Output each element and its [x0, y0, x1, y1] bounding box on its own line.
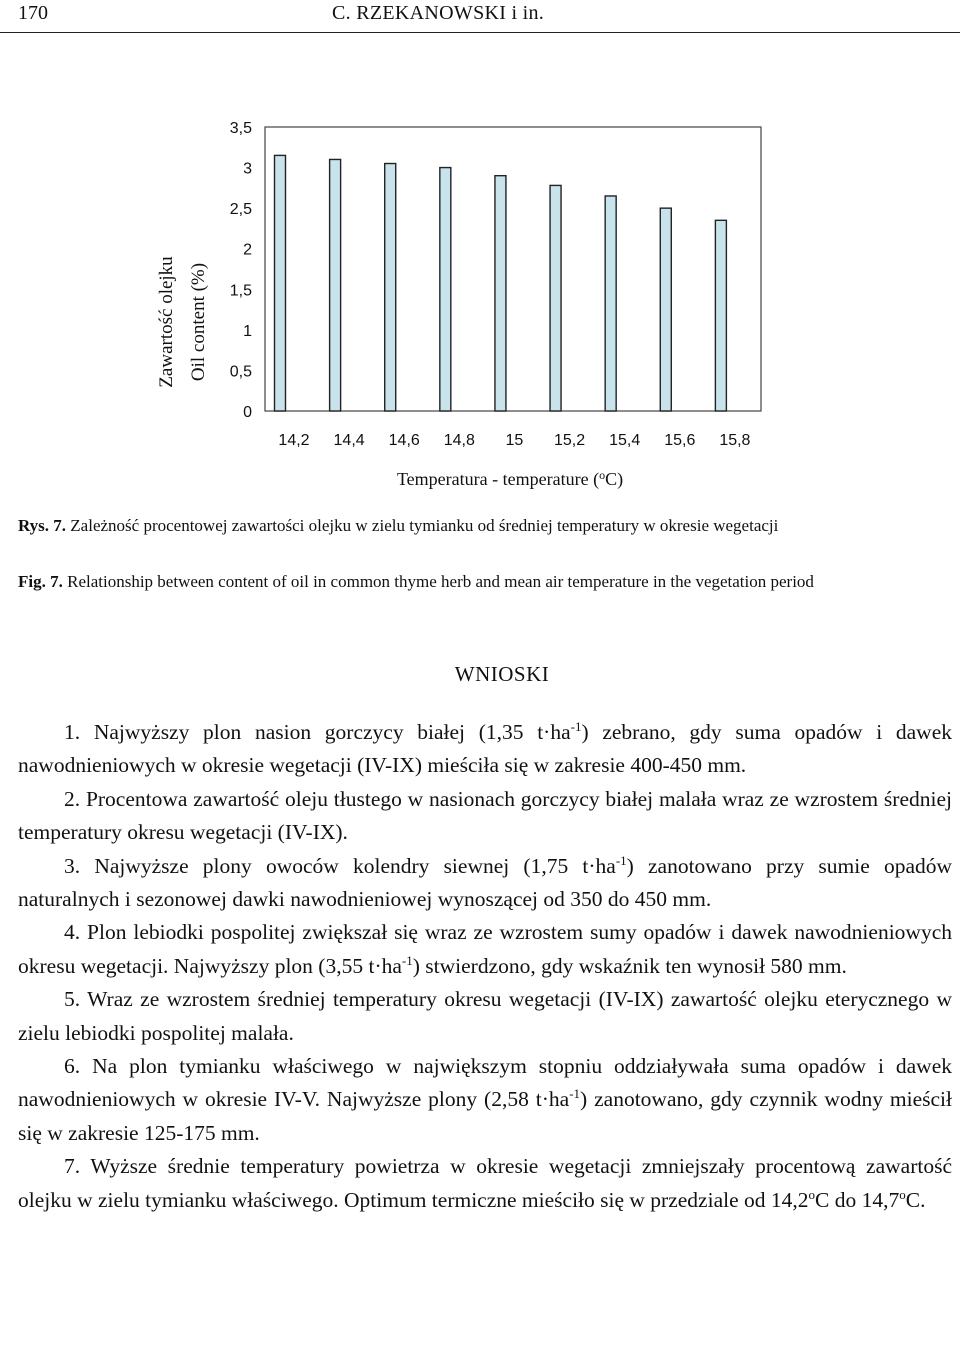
- y-tick-label: 1: [243, 322, 252, 340]
- conclusion-item: 4. Plon lebiodki pospolitej zwiększał się wraz ze wzrostem sumy opadów i dawek nawodnieniowych okresu wegetacji. Najwyższy plon (3,55 $t\cdot ha^{-1}$) stwierdzono, gdy wskaźnik ten wynosił 580 mm.: [18, 920, 952, 978]
- header-rule: [0, 32, 960, 33]
- bar: [275, 155, 286, 411]
- page-number: 170: [18, 2, 48, 24]
- caption-text-en: Relationship between content of oil in common thyme herb and mean air temperature in the vegetation period: [67, 572, 814, 591]
- chart-canvas: [0, 60, 960, 500]
- x-tick-labels: [278, 432, 750, 449]
- x-tick-label: 14,6: [388, 432, 420, 449]
- conclusion-item: 3. Najwyższe plony owoców kolendry siewnej (1,75 $t\cdot ha^{-1}$) zanotowano przy sumie opadów naturalnych i sezonowej dawki nawodnieniowej wynoszącej od 350 do 450 mm.: [18, 852, 953, 912]
- y-axis-label-en: Oil content (%): [188, 262, 209, 382]
- y-tick-label: 0: [243, 404, 252, 421]
- y-tick-label: 0,5: [229, 363, 252, 381]
- x-axis-label-sup: o: [599, 468, 606, 482]
- conclusion-item: 1. Najwyższy plon nasion gorczycy białej (1,35 $t\cdot ha^{-1}$) zebrano, gdy suma opadów i dawek nawodnieniowych w okresie wegetacji (IV-IX) mieściła się w zakresie 400-450 mm.: [18, 718, 952, 778]
- y-tick-label: 1,5: [229, 282, 252, 300]
- bar: [330, 159, 341, 411]
- conclusion-item: 7. Wyższe średnie temperatury powietrza w okresie wegetacji zmniejszały procentową zawartość olejku w zielu tymianku właściwego. Optimum termiczne mieściło się w przedziale od 14,2$^o$C do 14,7$^o$C.: [18, 1154, 952, 1212]
- conclusion-item: 6. Na plon tymianku właściwego w największym stopniu oddziaływała suma opadów i dawek nawodnieniowych w okresie IV-V. Najwyższe plony (2,58 $t\cdot ha^{-1}$) zanotowano, gdy czynnik wodny mieścił się w zakresie 125-175 mm.: [18, 1054, 952, 1145]
- y-tick-label: 3,5: [229, 120, 252, 137]
- x-tick-label: 14,8: [443, 432, 475, 449]
- x-axis-label-main: Temperatura - temperature (: [396, 469, 600, 489]
- x-tick-label: 15: [505, 432, 524, 449]
- bar: [550, 185, 561, 411]
- x-tick-label: 14,2: [278, 432, 310, 449]
- caption-label-en: Fig. 7.: [18, 572, 63, 591]
- running-title: C. RZEKANOWSKI i in.: [332, 2, 545, 24]
- section-heading: [0, 662, 960, 687]
- y-tick-label: 2: [243, 241, 252, 259]
- figure-caption-pl: [18, 512, 948, 539]
- y-tick-labels: [230, 120, 252, 421]
- y-tick-label: 3: [243, 160, 252, 178]
- bar: [605, 196, 616, 411]
- bar: [715, 220, 726, 411]
- bars-group: [275, 155, 727, 411]
- section-title: WNIOSKI: [454, 662, 550, 686]
- bar: [440, 168, 451, 411]
- caption-label-pl: Rys. 7.: [18, 516, 67, 535]
- x-axis-label-end: C): [605, 469, 624, 489]
- running-header: [0, 0, 960, 34]
- x-axis-label: [397, 468, 623, 490]
- conclusion-item: 2. Procentowa zawartość oleju tłustego w nasionach gorczycy białej malała wraz ze wzrostem średniej temperatury okresu wegetacji (IV-IX).: [18, 786, 952, 845]
- oil-content-bar-chart: [0, 60, 960, 505]
- x-tick-label: 15,4: [609, 432, 641, 449]
- conclusions-list: [18, 716, 952, 1217]
- bar: [495, 176, 506, 411]
- x-tick-label: 14,4: [333, 432, 365, 449]
- x-tick-label: 15,8: [719, 432, 751, 449]
- bar: [660, 208, 671, 411]
- conclusion-item: 5. Wraz ze wzrostem średniej temperatury okresu wegetacji (IV-IX) zawartość olejku eterycznego w zielu lebiodki pospolitej malała.: [18, 987, 952, 1045]
- y-axis-label-pl: Zawartość olejku: [156, 256, 177, 388]
- y-tick-label: 2,5: [229, 201, 252, 219]
- x-tick-label: 15,6: [664, 432, 696, 449]
- figure-caption-en: [18, 568, 948, 595]
- x-tick-label: 15,2: [553, 432, 586, 449]
- caption-text-pl: Zależność procentowej zawartości olejku w zielu tymianku od średniej temperatury w okresie wegetacji: [70, 516, 779, 535]
- bar: [385, 164, 396, 411]
